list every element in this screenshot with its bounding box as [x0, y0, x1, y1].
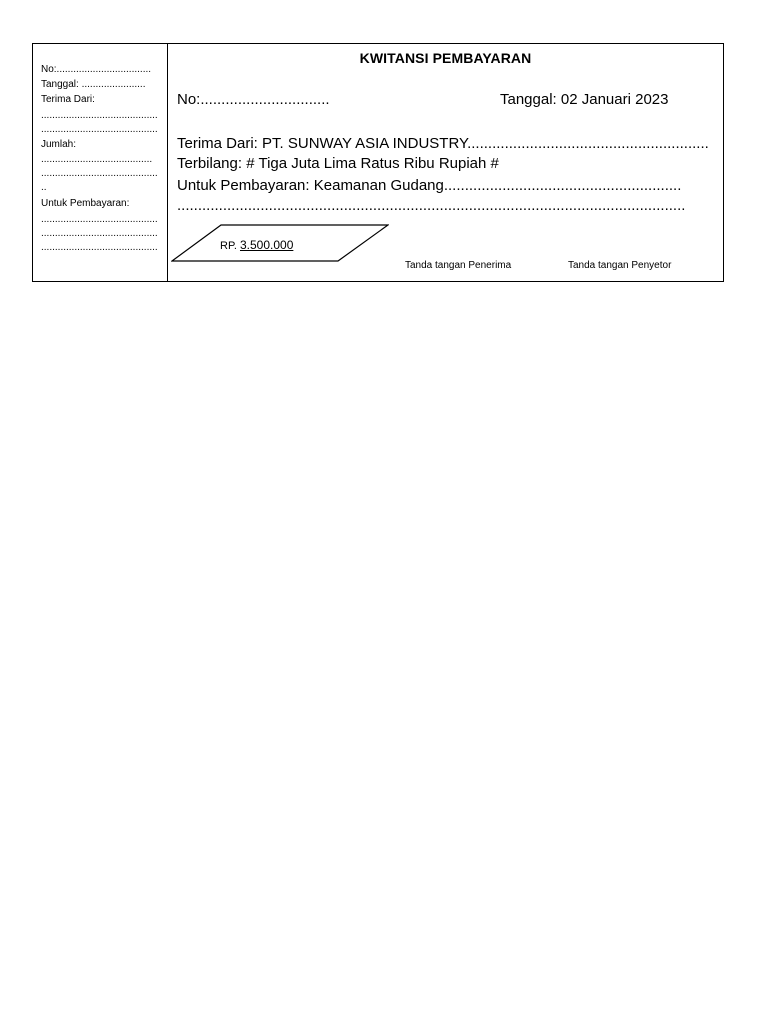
- amount-prefix: RP.: [220, 240, 237, 252]
- signature-penerima: Tanda tangan Penerima: [405, 260, 512, 271]
- amount-value: 3.500.000: [239, 238, 294, 252]
- stub-dots-line: ..........................................: [41, 228, 158, 239]
- stub-untuk-pembayaran: Untuk Pembayaran:: [41, 198, 130, 209]
- stub-no: No:..................................: [41, 64, 152, 75]
- stub-terima-dari: Terima Dari:: [41, 94, 95, 105]
- untuk-pembayaran-label: Untuk Pembayaran:: [177, 177, 310, 194]
- stub-dots-line: ........................................: [41, 154, 153, 165]
- tanggal-label: Tanggal:: [500, 91, 557, 108]
- terbilang-label: Terbilang:: [177, 155, 243, 172]
- terima-dari-label: Terima Dari:: [177, 135, 258, 152]
- tanggal-value: 02 Januari 2023: [560, 91, 669, 108]
- terbilang-line: [177, 155, 499, 173]
- signature-penyetor: Tanda tangan Penyetor: [568, 260, 672, 271]
- stub-dots-line: ..........................................: [41, 124, 158, 135]
- terima-dari-value: PT. SUNWAY ASIA INDUSTRY..........................................................: [262, 135, 709, 152]
- terbilang-value: # Tiga Juta Lima Ratus Ribu Rupiah #: [246, 155, 499, 172]
- stub-dots-line: ..........................................: [41, 168, 158, 179]
- receipt-form: [32, 43, 724, 282]
- stub-jumlah: Jumlah:: [41, 139, 77, 150]
- terima-dari-line: [177, 135, 709, 153]
- stub-dots-line: ..........................................: [41, 110, 158, 121]
- stub-dots-line: ..: [41, 182, 47, 193]
- receipt-stub: [33, 44, 168, 281]
- amount: [220, 238, 293, 252]
- untuk-pembayaran-line: [177, 177, 681, 195]
- receipt-title: KWITANSI PEMBAYARAN: [359, 50, 532, 66]
- stub-dots-line: ..........................................: [41, 214, 158, 225]
- dotted-line: ..........................................................................................................................: [177, 197, 686, 214]
- stub-tanggal: Tanggal: .......................: [41, 79, 146, 90]
- receipt-no: No:...............................: [177, 91, 330, 108]
- stub-dots-line: ..........................................: [41, 242, 158, 253]
- receipt-tanggal: [500, 91, 668, 109]
- untuk-pembayaran-value: Keamanan Gudang.........................................................: [313, 177, 682, 194]
- receipt-main: [168, 44, 723, 281]
